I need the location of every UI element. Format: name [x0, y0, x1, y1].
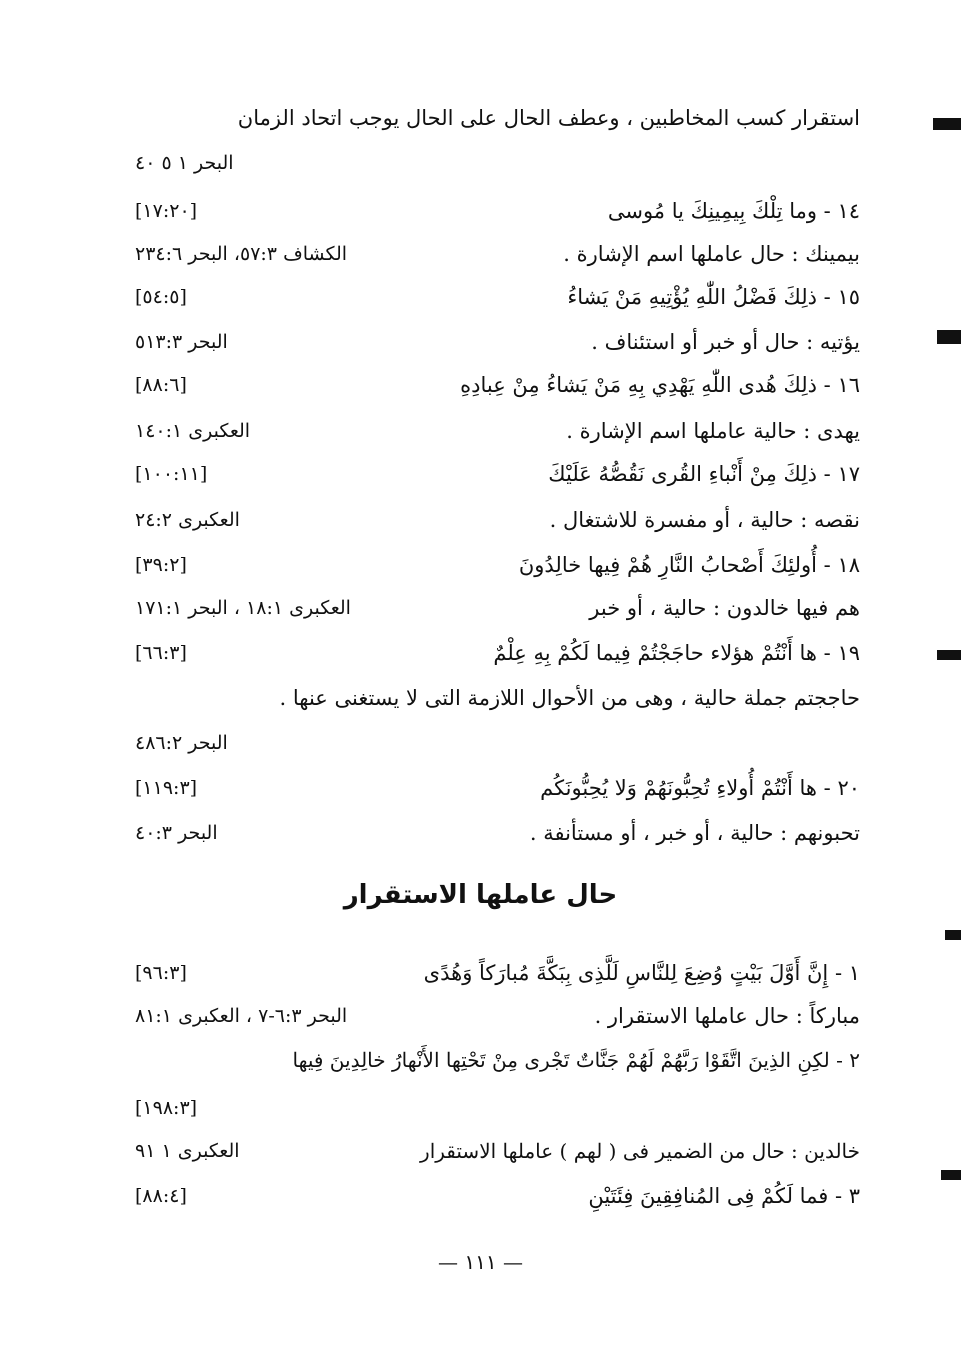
verse-line — [135, 545, 860, 585]
verse-line — [135, 768, 860, 808]
verse-reference: [١١٩:٣] — [135, 777, 198, 799]
verse-reference: [٨٨:٦] — [135, 374, 187, 396]
section-heading: حال عاملها الاستقرار — [343, 880, 618, 910]
text-line — [135, 813, 860, 853]
verse-text: ١٤ - وما تِلْكَ بِيمِينِكَ يا مُوسى — [607, 199, 860, 223]
line-text: هم فيها خالدون : حالية ، أو خبر — [589, 596, 860, 620]
verse-reference: [٣٩:٢] — [135, 554, 187, 576]
text-line — [135, 143, 860, 183]
verse-line — [135, 191, 860, 231]
verse-line — [135, 633, 860, 673]
reference-citation: العكبرى ١ ٩١ — [135, 1140, 240, 1162]
verse-text: ١٩ - ها أَنْتُمْ هؤلاء حاجَجْتُمْ فِيما لَكُمْ بِهِ عِلْمٌ — [493, 641, 860, 665]
line-text: استقرار كسب المخاطبين ، وعطف الحال على الحال يوجب اتحاد الزمان — [237, 106, 860, 130]
binding-mark — [945, 930, 961, 940]
text-line — [135, 996, 860, 1036]
reference-citation: العكبرى ١٨:١ ، البحر ١٧١:١ — [135, 597, 351, 619]
reference-citation: العكبرى ١٤٠:١ — [135, 420, 251, 442]
text-line — [135, 1088, 860, 1128]
verse-reference: [١٧:٢٠] — [135, 200, 198, 222]
line-text: نقصه : حالية ، أو مفسرة للاشتغال . — [549, 508, 860, 532]
line-text: خالدين : حال من الضمير فى ( لهم ) عاملها الاستقرار — [420, 1139, 860, 1163]
verse-line — [135, 1176, 860, 1216]
verse-line — [135, 365, 860, 405]
line-text: بيمينك : حال عاملها اسم الإشارة . — [563, 242, 860, 266]
reference-citation: البحر ١ ٥ ٤٠ — [135, 152, 234, 174]
text-line — [135, 678, 860, 718]
binding-mark — [941, 1170, 961, 1180]
verse-reference: [٥٤:٥] — [135, 286, 187, 308]
verse-text: ١٨ - أُولئِكَ أَصْحابُ النَّارِ هُمْ فِيها خالِدُونَ — [518, 553, 860, 577]
text-line — [135, 234, 860, 274]
verse-reference: [١٠٠:١١] — [135, 463, 208, 485]
verse-text: ٢٠ - ها أَنْتُمْ أُولاءِ تُحِبُّونَهُمْ وَلا يُحِبُّونَكُم — [540, 776, 860, 800]
binding-mark — [933, 118, 961, 130]
verse-reference: [٨٨:٤] — [135, 1185, 187, 1207]
text-line — [135, 1131, 860, 1171]
reference-citation: العكبرى ٢٤:٢ — [135, 509, 240, 531]
line-text: يهدى : حالية عاملها اسم الإشارة . — [566, 419, 860, 443]
text-line — [135, 98, 860, 138]
line-text: تحبونهم : حالية ، أو خبر ، أو مستأنفة . — [529, 821, 860, 845]
verse-text: ١٥ - ذلِكَ فَضْلُ اللّٰهِ يُؤْتِيهِ مَنْ يَشاءُ — [567, 285, 860, 309]
text-line — [135, 500, 860, 540]
line-text: مباركاً : حال عاملها الاستقرار . — [594, 1004, 860, 1028]
reference-citation: البحر ٥١٣:٣ — [135, 331, 228, 353]
reference-citation: البحر ٦:٣-٧ ، العكبرى ٨١:١ — [135, 1005, 348, 1027]
reference-citation: البحر ٤٠:٣ — [135, 822, 218, 844]
verse-reference: [١٩٨:٣] — [135, 1097, 198, 1119]
verse-line — [135, 1040, 860, 1080]
verse-text: ١٧ - ذلِكَ مِنْ أَنْباءِ القُرى نَقُصُّهُ عَلَيْكَ — [548, 462, 860, 486]
verse-reference: [٦٦:٣] — [135, 642, 187, 664]
verse-text: ٢ - لكِنِ الذِينَ اتَّقَوْا رَبَّهُمْ لَهُمْ جَنَّاتٌ تَجْرى مِنْ تَحْتِها الأَنْهارُ خالِدِينَ فِيها — [292, 1048, 860, 1072]
text-line — [135, 723, 860, 763]
verse-text: ١ - إِنَّ أَوَّلَ بَيْتٍ وُضِعَ لِلنَّاسِ لَلَّذِى بِبَكَّةَ مُبارَكاً وَهُدًى — [423, 961, 860, 985]
verse-reference: [٩٦:٣] — [135, 962, 187, 984]
reference-citation: البحر ٤٨٦:٢ — [135, 732, 228, 754]
binding-mark — [937, 650, 961, 660]
verse-line — [135, 953, 860, 993]
text-line — [135, 588, 860, 628]
verse-line — [135, 277, 860, 317]
text-line — [135, 411, 860, 451]
page-number: — ١١١ — — [438, 1250, 523, 1274]
verse-text: ١٦ - ذلِكَ هُدى اللّٰهِ يَهْدِي بِهِ مَنْ يَشاءُ مِنْ عِبادِهِ — [460, 373, 860, 397]
text-line — [135, 322, 860, 362]
line-text: حاججتم جملة حالية ، وهى من الأحوال اللازمة التى لا يستغنى عنها . — [279, 686, 860, 710]
verse-line — [135, 454, 860, 494]
reference-citation: الكشاف ٥٧:٣، البحر ٢٣٤:٦ — [135, 243, 348, 265]
verse-text: ٣ - فما لَكُمْ فِى المُنافِقِينَ فِئَتَيْنِ — [588, 1184, 860, 1208]
binding-mark — [937, 330, 961, 344]
line-text: يؤتيه : حال أو خبر أو استئناف . — [591, 330, 860, 354]
